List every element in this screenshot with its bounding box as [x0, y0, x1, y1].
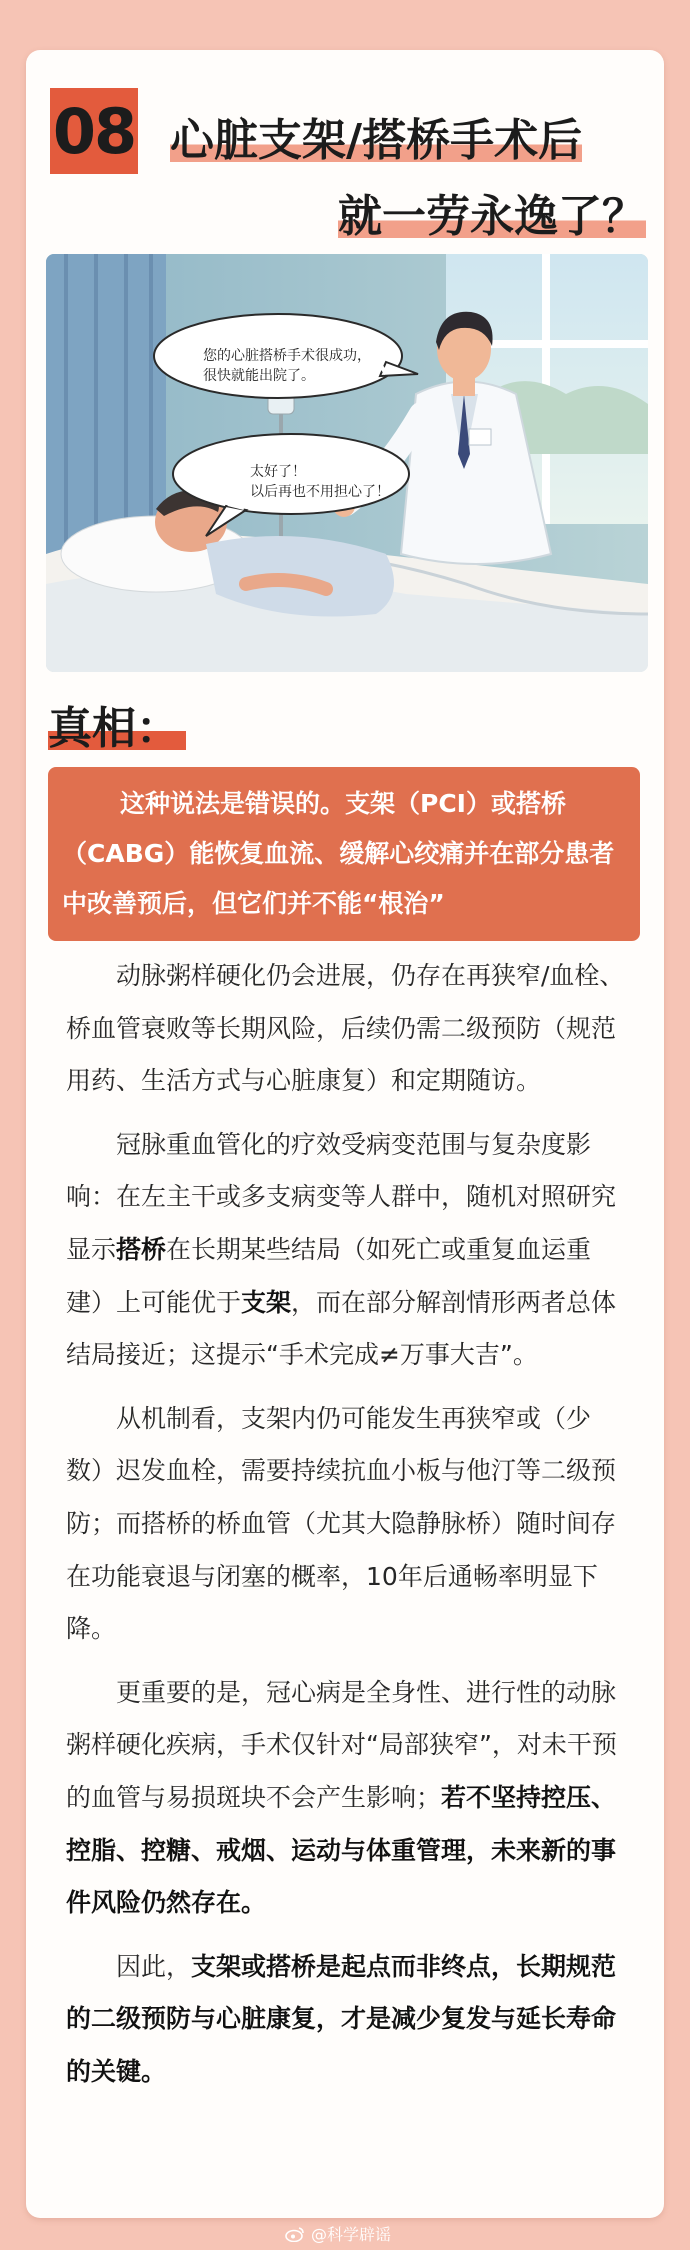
truth-heading: 真相：	[48, 692, 186, 754]
bold-sentence: 若不坚持控压、控脂、控糖、戒烟、运动与体重管理，未来新的事件风险仍然存在。	[66, 1782, 617, 1918]
doctor-speech-line: 很快就能出院了。	[203, 368, 315, 384]
doctor-speech-line: 您的心脏搭桥手术很成功，	[203, 348, 371, 364]
paragraph-1: 动脉粥样硬化仍会进展，仍存在再狭窄/血栓、桥血管衰败等长期风险，后续仍需二级预防（规范用药、生活方式与心脏康复）和定期随访。	[66, 961, 625, 1096]
paragraph-4: 更重要的是，冠心病是全身性、进行性的动脉粥样硬化疾病，手术仅针对“局部狭窄”，对未干预的血管与易损斑块不会产生影响；若不坚持控压、控脂、控糖、戒烟、运动与体重管理，未来新的事件风险仍然存在。	[66, 1677, 617, 1918]
watermark	[285, 2222, 391, 2245]
bold-term: 搭桥	[116, 1234, 167, 1264]
bold-term: 支架	[241, 1287, 292, 1317]
title-text-1: 心脏支架/搭桥手术后	[170, 115, 583, 166]
article-body	[66, 950, 626, 2109]
banner-text: 这种说法是错误的。支架（PCI）或搭桥（CABG）能恢复血流、缓解心绞痛并在部分患者中改善预后，但它们并不能“根治”	[62, 789, 615, 918]
paragraph-3: 从机制看，支架内仍可能发生再狭窄或（少数）迟发血栓，需要持续抗血小板与他汀等二级预防；而搭桥的桥血管（尤其大隐静脉桥）随时间存在功能衰退与闭塞的概率，10年后通畅率明显下降。	[66, 1403, 617, 1644]
title-line-1	[170, 104, 582, 168]
doctor-speech-bubble	[203, 346, 371, 386]
bold-sentence: 支架或搭桥是起点而非终点，长期规范的二级预防与心脏康复，才是减少复发与延长寿命的关键。	[66, 1951, 617, 2086]
number-badge	[50, 88, 138, 174]
title-line-2	[338, 180, 646, 244]
title-text-2: 就一劳永逸了？	[338, 191, 646, 242]
number-label: 08	[52, 94, 136, 168]
weibo-icon	[285, 2226, 305, 2242]
key-point-banner	[48, 767, 640, 941]
paragraph-5: 因此，支架或搭桥是起点而非终点，长期规范的二级预防与心脏康复，才是减少复发与延长寿命的关键。	[66, 1951, 617, 2086]
patient-speech-line: 以后再也不用担心了！	[250, 484, 390, 500]
watermark-text: @科学辟谣	[311, 2225, 392, 2244]
patient-speech-line: 太好了！	[250, 464, 306, 480]
patient-speech-bubble	[250, 462, 390, 502]
paragraph-2: 冠脉重血管化的疗效受病变范围与复杂度影响：在左主干或多支病变等人群中，随机对照研究显示搭桥在长期某些结局（如死亡或重复血运重建）上可能优于支架，而在部分解剖情形两者总体结局接近；这提示“手术完成≠万事大吉”。	[66, 1129, 617, 1370]
